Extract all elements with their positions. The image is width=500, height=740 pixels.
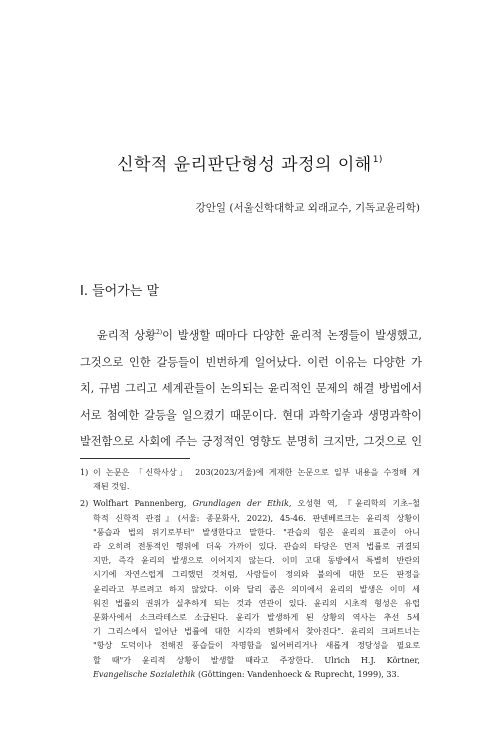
footnotes: [80, 465, 420, 684]
footnote-number: 1): [80, 467, 89, 477]
book-title: Grundlagen der Ethik: [192, 498, 289, 509]
footnote-text: (Göttingen: Vandenhoeck & Ruprecht, 1999), 33.: [195, 668, 400, 679]
footnote-line: 지만, 즉각 윤리의 발생으로 이어지지 않는다. 이미 고대 동방에서 특별히 반란의: [93, 555, 420, 566]
footnote-line: "풍습과 법의 위기로부터" 발생한다고 말한다. "관습의 힘은 윤리의 표준이 아니: [93, 526, 420, 537]
footnote-line: 이 논문은 「신학사상」 203(2023/겨울)에 게재한 논문으로 일부 내용을 수정해 게: [93, 467, 420, 477]
footnote-line: 학적 신학적 관점』(서울: 종문화사, 2022), 45-46. 판넨베르크는 윤리적 상황이: [93, 512, 420, 523]
footnote-number: 2): [80, 498, 89, 509]
footnote-text: Wolfhart Pannenberg,: [93, 498, 193, 509]
footnote-line: "항상 도덕이나 전해진 풍습들이 자명함을 잃어버리거나 새롭게 정당성을 필요로: [93, 640, 420, 651]
footnote-2: [80, 496, 420, 681]
body-line: 서로 첨예한 갈등을 일으켰기 때문이다. 현대 과학기술과 생명과학이: [80, 408, 422, 422]
body-line: [80, 320, 422, 350]
title-text: 신학적 윤리판단형성 과정의 이해: [117, 155, 372, 175]
footnote-text: , 오성현 역, 『윤리학의 기초–철: [288, 498, 420, 509]
footnote-line: 할 때"가 윤리적 상황이 발생할 때라고 주장한다. Ulrich H.J. Körtner,: [93, 654, 420, 665]
body-line-text: 이 발생할 때마다 다양한 윤리적 논쟁들이 발생했고,: [162, 329, 422, 342]
footnote-1: [80, 465, 420, 493]
body-text: [80, 320, 422, 456]
title-footnote-ref: 1): [372, 155, 383, 165]
body-line: 치, 규범 그리고 세계관들이 논의되는 윤리적인 문제의 해결 방법에서: [80, 382, 422, 396]
footnote-line: 라 오히려 전통적인 행위에 더욱 가까이 있다. 관습의 타당은 먼저 법률로 귀결되: [93, 541, 420, 552]
body-line-text: 윤리적 상황: [97, 329, 156, 342]
section-heading: I. 들어가는 말: [80, 284, 160, 299]
footnote-divider: [80, 458, 190, 459]
footnote-line: 재된 것임.: [93, 481, 130, 492]
author-line: 강안일 (서울신학대학교 외래교수, 기독교윤리학): [195, 202, 420, 214]
footnote-line: [93, 667, 420, 681]
body-footnote-ref: 2): [155, 329, 163, 336]
body-line: 그것으로 인한 갈등들이 빈번하게 일어났다. 이런 이유는 다양한 가: [80, 355, 422, 369]
body-line: 발전함으로 사회에 주는 긍정적인 영향도 분명히 크지만, 그것으로 인: [80, 435, 422, 449]
footnote-line: 기 그리스에서 일어난 법률에 대한 시각의 변화에서 찾아진다". 윤리의 크퍼트너는: [93, 626, 420, 637]
footnote-line: [93, 496, 420, 510]
footnote-line: 윤리라고 부르려고 하지 않았다. 이와 달리 좁은 의미에서 윤리의 발생은 이미 세: [93, 583, 420, 594]
footnote-line: 시기에 자연스럽게 그리했던 것처럼, 사람들이 정의와 불의에 대한 모든 판정을: [93, 569, 420, 580]
paper-title: [0, 150, 500, 175]
book-title: Evangelische Sozialethik: [93, 668, 196, 679]
footnote-line: 워진 법률의 권위가 실추하게 되는 것과 연관이 있다. 윤리의 시초적 형성은 유럽: [93, 597, 420, 608]
footnote-line: 문화사에서 소크라테스로 소급된다. 윤리가 발생하게 된 상황의 역사는 추선 5세: [93, 612, 420, 623]
